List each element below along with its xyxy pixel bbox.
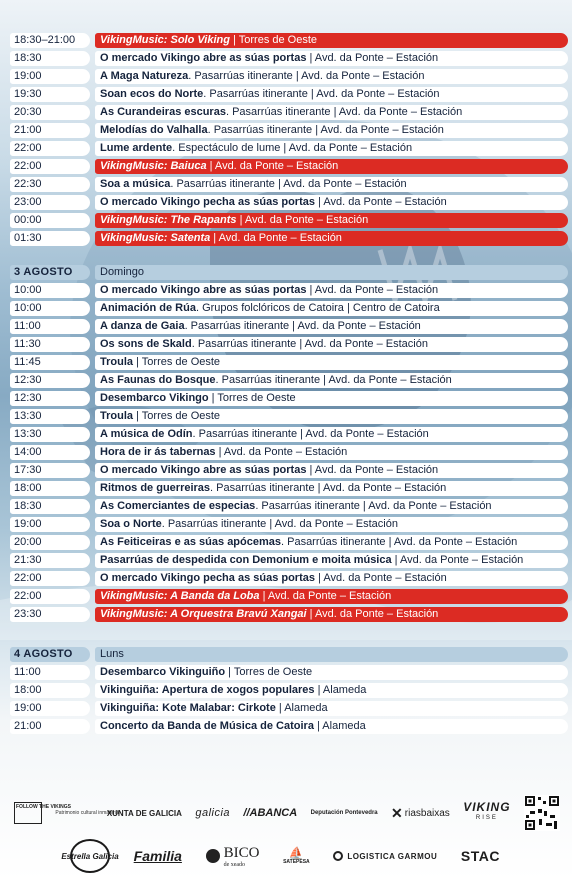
follow-the-vikings-logo (14, 802, 71, 824)
event-title: Melodías do Valhalla (100, 124, 208, 136)
viking-music-row (10, 607, 568, 622)
schedule-row (10, 391, 568, 406)
event-title: Desembarco Vikinguiño (100, 666, 226, 678)
event-time: 22:00 (10, 141, 90, 156)
event-description (95, 141, 568, 156)
event-description (95, 589, 568, 604)
event-description (95, 517, 568, 532)
event-description (95, 231, 568, 246)
rias-x-icon: ✕ (391, 804, 403, 821)
event-detail: | Torres de Oeste (225, 666, 313, 678)
event-detail: . Espectáculo de lume | Avd. da Ponte – Estación (172, 142, 413, 154)
event-time: 19:00 (10, 69, 90, 84)
event-title: As Curandeiras escuras (100, 106, 226, 118)
event-time: 18:30 (10, 499, 90, 514)
event-detail: | Avd. da Ponte – Estación (306, 284, 439, 296)
event-detail: . Pasarrúas itinerante | Avd. da Ponte – Estación (161, 518, 398, 530)
event-time: 13:30 (10, 409, 90, 424)
event-description (95, 213, 568, 228)
sponsor-row-1 (14, 793, 560, 833)
event-title: Concerto da Banda de Música de Catoira (100, 720, 314, 732)
event-title: O mercado Vikingo pecha as súas portas (100, 196, 315, 208)
event-detail: | Avd. da Ponte – Estación (306, 52, 439, 64)
event-title: A Maga Natureza (100, 70, 189, 82)
event-description (95, 177, 568, 192)
event-detail: | Avd. da Ponte – Estación (306, 608, 439, 620)
day-3-date: 3 AGOSTO (10, 265, 90, 280)
schedule-row (10, 105, 568, 120)
event-time: 10:00 (10, 301, 90, 316)
event-description (95, 427, 568, 442)
bico-sub-text: de xeado (223, 861, 246, 868)
bico-logo (206, 845, 260, 868)
event-description (95, 319, 568, 334)
event-description (95, 607, 568, 622)
event-time: 22:30 (10, 177, 90, 192)
event-time: 21:30 (10, 553, 90, 568)
schedule-row (10, 517, 568, 532)
day-3-header (10, 265, 568, 280)
event-description (95, 571, 568, 586)
viking-music-row (10, 159, 568, 174)
unesco-logo: Patrimonio cultural inmaterial (55, 810, 120, 816)
schedule-row (10, 123, 568, 138)
logistica-icon (333, 851, 343, 861)
bico-circle-icon (206, 849, 220, 863)
event-time: 17:30 (10, 463, 90, 478)
event-description (95, 391, 568, 406)
event-time: 20:30 (10, 105, 90, 120)
schedule-row (10, 87, 568, 102)
event-detail: | Avd. da Ponte – Estación (206, 160, 339, 172)
event-description (95, 69, 568, 84)
event-description (95, 553, 568, 568)
event-title: As Comerciantes de especias (100, 500, 256, 512)
event-title: VikingMusic: Satenta (100, 232, 211, 244)
event-title: As Feiticeiras e as súas apócemas (100, 536, 281, 548)
schedule-row (10, 665, 568, 680)
event-detail: | Avd. da Ponte – Estación (236, 214, 369, 226)
schedule-row (10, 69, 568, 84)
viking-rise-title: VIKING (463, 800, 511, 814)
event-description (95, 373, 568, 388)
event-time: 11:30 (10, 337, 90, 352)
event-title: Hora de ir ás tabernas (100, 446, 216, 458)
event-description (95, 159, 568, 174)
event-title: VikingMusic: The Rapants (100, 214, 237, 226)
event-detail: | Torres de Oeste (133, 410, 221, 422)
event-time: 01:30 (10, 231, 90, 246)
event-description (95, 445, 568, 460)
event-title: VikingMusic: Baiuca (100, 160, 207, 172)
schedule-row (10, 701, 568, 716)
event-detail: . Pasarrúas itinerante | Avd. da Ponte – Estación (192, 428, 429, 440)
event-title: Os sons de Skald (100, 338, 192, 350)
event-time: 18:00 (10, 481, 90, 496)
sponsor-row-2 (61, 838, 500, 874)
event-detail: | Alameda (275, 702, 328, 714)
bico-text-wrap (224, 845, 260, 868)
schedule-row (10, 283, 568, 298)
schedule-row (10, 355, 568, 370)
event-detail: . Pasarrúas itinerante | Avd. da Ponte – Estación (281, 536, 518, 548)
event-title: As Faunas do Bosque (100, 374, 216, 386)
event-title: Vikinguiña: Apertura de xogos populares (100, 684, 315, 696)
event-time: 18:30 (10, 51, 90, 66)
schedule-row (10, 499, 568, 514)
event-detail: . Pasarrúas itinerante | Avd. da Ponte – Estación (184, 320, 421, 332)
event-title: Troula (100, 356, 134, 368)
event-title: A música de Odín (100, 428, 193, 440)
schedule-row (10, 141, 568, 156)
schedule-row (10, 445, 568, 460)
viking-music-row (10, 589, 568, 604)
event-title: Ritmos de guerreiras (100, 482, 211, 494)
rias-baixas-logo (391, 805, 450, 822)
event-description (95, 701, 568, 716)
event-time: 12:30 (10, 391, 90, 406)
event-time: 14:00 (10, 445, 90, 460)
schedule-row (10, 409, 568, 424)
event-title: A danza de Gaia (100, 320, 185, 332)
event-time: 22:00 (10, 589, 90, 604)
galicia-logo: galicia (195, 807, 231, 819)
event-detail: | Avd. da Ponte – Estación (210, 232, 342, 244)
event-time: 00:00 (10, 213, 90, 228)
event-description (95, 409, 568, 424)
viking-rise-sub: RISE (475, 815, 498, 821)
satepesa-icon: ⛵ (288, 846, 304, 860)
event-time: 10:00 (10, 283, 90, 298)
day-4-weekday: Luns (95, 647, 568, 662)
event-detail: | Avd. da Ponte – Estación (306, 464, 439, 476)
event-description (95, 33, 568, 48)
schedule-row (10, 427, 568, 442)
event-title: Pasarrúas de despedida con Demonium e moita música (100, 554, 392, 566)
event-time: 19:30 (10, 87, 90, 102)
event-title: O mercado Vikingo abre as súas portas (100, 464, 307, 476)
event-title: O mercado Vikingo abre as súas portas (100, 52, 307, 64)
event-time: 19:00 (10, 517, 90, 532)
event-title: Soa o Norte (100, 518, 162, 530)
event-description (95, 683, 568, 698)
event-time: 22:00 (10, 159, 90, 174)
schedule-row (10, 337, 568, 352)
follow-the-vikings-text: FOLLOW THE VIKINGS (14, 802, 42, 824)
event-detail: . Grupos folclóricos de Catoira | Centro de Catoira (195, 302, 440, 314)
event-time: 23:30 (10, 607, 90, 622)
event-detail: . Pasarrúas itinerante | Avd. da Ponte – Estación (203, 88, 440, 100)
event-time: 23:00 (10, 195, 90, 210)
event-title: Soa a música (100, 178, 171, 190)
event-time: 11:00 (10, 665, 90, 680)
bico-text: BICO (223, 844, 260, 861)
event-description (95, 301, 568, 316)
event-detail: | Avd. da Ponte – Estación (259, 590, 392, 602)
day-3-list (10, 283, 568, 622)
day-2-list (10, 33, 568, 246)
deputacion-logo: Deputación Pontevedra (310, 809, 378, 816)
day-4-list (10, 665, 568, 734)
day-4-date: 4 AGOSTO (10, 647, 90, 662)
event-detail: | Torres de Oeste (133, 356, 221, 368)
event-description (95, 337, 568, 352)
event-time: 11:45 (10, 355, 90, 370)
day-3-weekday: Domingo (95, 265, 568, 280)
schedule-row (10, 553, 568, 568)
event-title: O mercado Vikingo pecha as súas portas (100, 572, 315, 584)
event-time: 13:30 (10, 427, 90, 442)
schedule-row (10, 535, 568, 550)
logistica-garmou-logo (333, 851, 437, 861)
familia-logo: Familia (133, 848, 182, 864)
estrella-galicia-logo: Estrella Galicia (70, 839, 110, 873)
schedule-row (10, 177, 568, 192)
event-description (95, 51, 568, 66)
rias-baixas-text: riasbaixas (404, 807, 450, 819)
event-time: 20:00 (10, 535, 90, 550)
event-detail: . Pasarrúas itinerante | Avd. da Ponte – Estación (188, 70, 425, 82)
event-description (95, 105, 568, 120)
event-detail: | Alameda (314, 684, 367, 696)
event-detail: . Pasarrúas itinerante | Avd. da Ponte – Estación (170, 178, 407, 190)
event-description (95, 283, 568, 298)
event-title: Vikinguiña: Kote Malabar: Cirkote (100, 702, 276, 714)
event-description (95, 463, 568, 478)
event-time: 21:00 (10, 719, 90, 734)
event-description (95, 535, 568, 550)
qr-code-icon (524, 795, 560, 831)
viking-music-row (10, 231, 568, 246)
abanca-logo: //ABANCA (243, 807, 298, 819)
event-detail: | Alameda (313, 720, 366, 732)
event-time: 18:00 (10, 683, 90, 698)
event-detail: . Pasarrúas itinerante | Avd. da Ponte – Estación (207, 124, 444, 136)
stac-logo: STAC (460, 848, 500, 864)
event-description (95, 499, 568, 514)
event-detail: . Pasarrúas itinerante | Avd. da Ponte – Estación (255, 500, 492, 512)
schedule-row (10, 373, 568, 388)
schedule-row (10, 481, 568, 496)
event-detail: . Pasarrúas itinerante | Avd. da Ponte – Estación (191, 338, 428, 350)
schedule-row (10, 195, 568, 210)
event-detail: . Pasarrúas itinerante | Avd. da Ponte – Estación (225, 106, 463, 118)
logistica-text: LOGISTICA GARMOU (347, 851, 438, 861)
event-description (95, 195, 568, 210)
event-description (95, 123, 568, 138)
satepesa-text: SATEPESA (283, 859, 310, 865)
event-time: 21:00 (10, 123, 90, 138)
event-description (95, 355, 568, 370)
event-title: VikingMusic: Solo Viking (100, 34, 230, 46)
event-description (95, 481, 568, 496)
viking-music-row (10, 213, 568, 228)
event-detail: . Pasarrúas itinerante | Avd. da Ponte – Estación (215, 374, 452, 386)
schedule-row (10, 719, 568, 734)
xunta-logo: XUNTA DE GALICIA (106, 808, 182, 818)
day-4-header (10, 647, 568, 662)
event-time: 18:30–21:00 (10, 33, 90, 48)
event-detail: | Torres de Oeste (208, 392, 296, 404)
event-description (95, 87, 568, 102)
event-time: 19:00 (10, 701, 90, 716)
event-detail: . Pasarrúas itinerante | Avd. da Ponte – Estación (210, 482, 447, 494)
event-title: O mercado Vikingo abre as súas portas (100, 284, 307, 296)
event-description (95, 665, 568, 680)
schedule (10, 33, 568, 737)
event-title: Soan ecos do Norte (100, 88, 204, 100)
schedule-row (10, 683, 568, 698)
satepesa-logo (283, 847, 310, 865)
event-detail: | Avd. da Ponte – Estación (315, 572, 447, 584)
event-detail: | Avd. da Ponte – Estación (215, 446, 348, 458)
event-description (95, 719, 568, 734)
event-time: 22:00 (10, 571, 90, 586)
schedule-row (10, 51, 568, 66)
schedule-row (10, 571, 568, 586)
event-title: VikingMusic: A Banda da Loba (100, 590, 260, 602)
event-time: 11:00 (10, 319, 90, 334)
event-title: VikingMusic: A Orquestra Bravú Xangai (100, 608, 307, 620)
schedule-row (10, 319, 568, 334)
event-time: 12:30 (10, 373, 90, 388)
event-title: Troula (100, 410, 134, 422)
viking-rise-logo (463, 802, 510, 824)
schedule-row (10, 463, 568, 478)
event-detail: | Torres de Oeste (229, 34, 318, 46)
viking-music-row (10, 33, 568, 48)
event-title: Lume ardente (100, 142, 173, 154)
event-detail: | Avd. da Ponte – Estación (391, 554, 524, 566)
schedule-row (10, 301, 568, 316)
event-detail: | Avd. da Ponte – Estación (315, 196, 447, 208)
event-title: Desembarco Vikingo (100, 392, 209, 404)
event-title: Animación de Rúa (100, 302, 196, 314)
